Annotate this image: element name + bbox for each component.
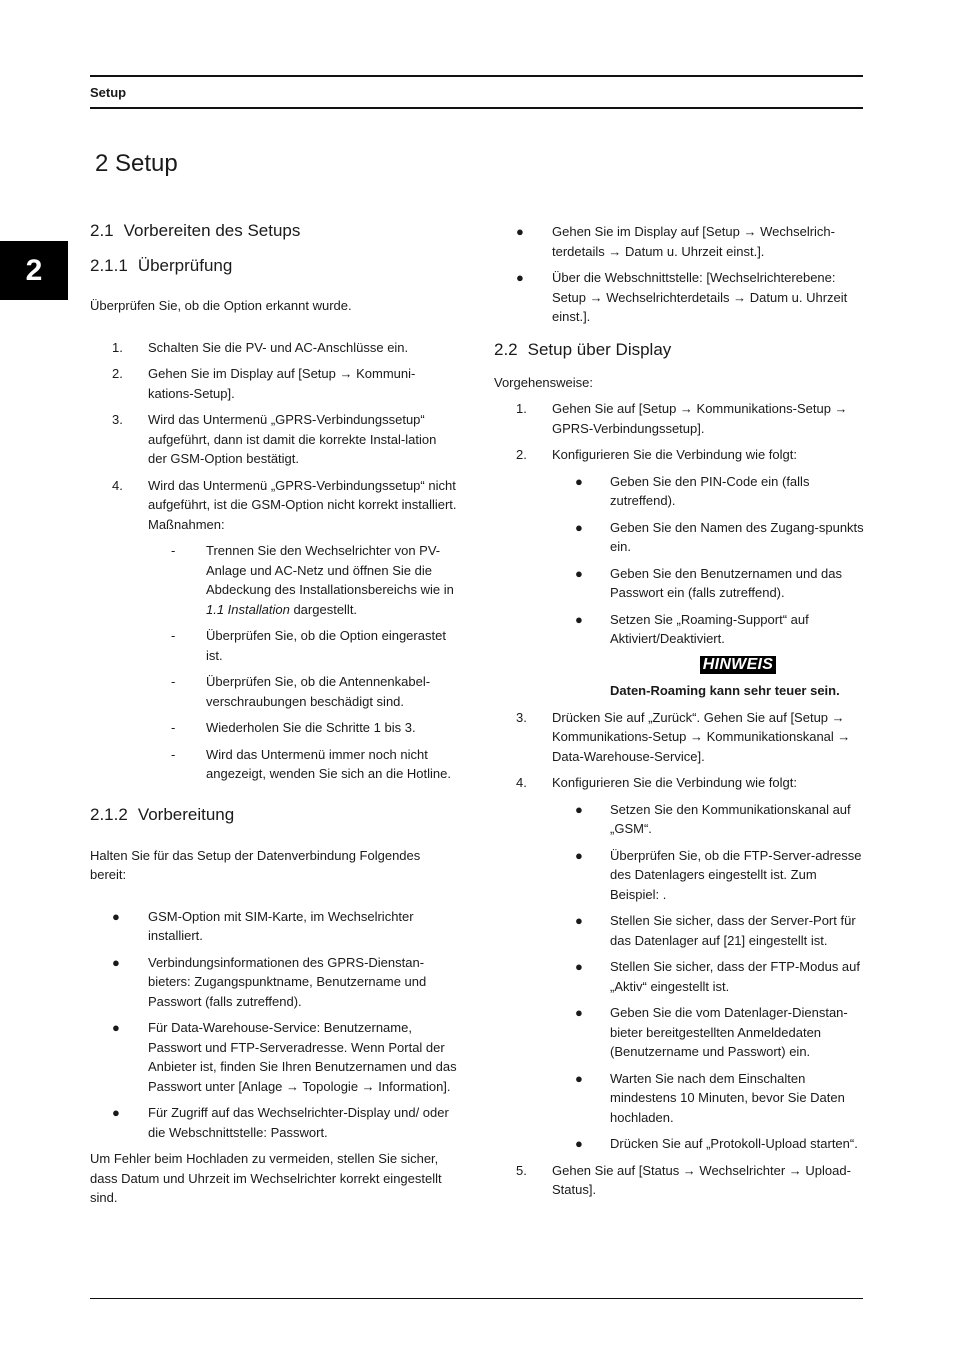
section-2-2-heading (494, 339, 864, 361)
list-item (494, 800, 864, 839)
bullet-list (90, 907, 457, 1143)
section-2-1-1-heading (90, 255, 457, 277)
bullet-icon: ● (112, 1105, 120, 1120)
measure-text: Wiederholen Sie die Schritte 1 bis 3. (206, 720, 416, 735)
chapter-tab: 2 (0, 241, 68, 300)
list-item (90, 476, 457, 535)
notice-box (494, 655, 864, 701)
list-item (90, 364, 457, 403)
step-text: Gehen Sie auf [Setup → Kommunikations-Setup → GPRS-Verbindungssetup]. (552, 401, 848, 436)
bullet-icon: ● (575, 519, 583, 535)
bullet-text: GSM-Option mit SIM-Karte, im Wechselrichter installiert. (148, 908, 414, 943)
dash-marker: - (171, 543, 176, 558)
section-title: Überprüfung (137, 256, 233, 275)
chapter-title (95, 150, 178, 178)
paragraph: Vorgehensweise: (494, 374, 594, 390)
bullet-icon: ● (575, 801, 583, 817)
running-header: Setup (90, 85, 127, 100)
paragraph: Überprüfen Sie, ob die Option erkannt wurde. (90, 298, 352, 313)
header-rule-bottom (90, 107, 863, 109)
list-item (494, 1161, 864, 1200)
section-number: 2.1.2 (90, 804, 128, 824)
step-text: Schalten Sie die PV- und AC-Anschlüsse ein. (148, 339, 409, 355)
bullet-text: Über die Webschnittstelle: [Wechselrichterebene: Setup → Wechselrichterdetails → Datum u. Uhrzeit einst.]. (552, 270, 848, 324)
bullet-text: Für Zugriff auf das Wechselrichter-Display und/ oder die Webschnittstelle: Passwort. (148, 1105, 449, 1140)
bullet-icon: ● (575, 847, 583, 863)
list-item (494, 911, 864, 950)
list-item (494, 222, 864, 261)
step-text: Gehen Sie auf [Status → Wechselrichter → Upload-Status]. (552, 1162, 851, 1197)
dash-marker: - (171, 674, 176, 689)
bullet-icon: ● (516, 224, 524, 239)
list-item (494, 399, 864, 438)
header-rule-top (90, 75, 863, 77)
bullet-list (494, 222, 864, 327)
list-item (90, 338, 457, 358)
section-number: 2.1 (90, 221, 114, 240)
paragraph: Um Fehler beim Hochladen zu vermeiden, stellen Sie sicher, dass Datum und Uhrzeit im Wechselrichter korrekt eingestellt sind. (90, 1151, 442, 1205)
step-number: 3. (516, 709, 527, 725)
bullet-text: Warten Sie nach dem Einschalten mindestens 10 Minuten, bevor Sie Daten hochladen. (610, 1070, 845, 1125)
bullet-text: Überprüfen Sie, ob die FTP-Server-adresse des Datenlagers eingestellt ist. Zum Beispiel: . (610, 847, 862, 902)
step-text: Konfigurieren Sie die Verbindung wie folgt: (552, 775, 797, 790)
dash-marker: - (171, 628, 176, 643)
dash-marker: - (171, 720, 176, 735)
list-item (90, 718, 457, 738)
bullet-text: Verbindungsinformationen des GPRS-Dienstan-bieters: Zugangspunktname, Benutzername und Passwort (falls zutreffend). (148, 954, 427, 1009)
measure-text: Trennen Sie den Wechselrichter von PV-Anlage und AC-Netz und öffnen Sie die Abdeckung des Installationsbereichs wie in (206, 543, 454, 597)
step-number: 1. (112, 339, 123, 355)
list-item (494, 957, 864, 996)
notice-badge: HINWEIS (700, 656, 777, 674)
step-number: 3. (112, 412, 123, 427)
bullet-text: Für Data-Warehouse-Service: Benutzername, Passwort und FTP-Serveradresse. Wenn Portal der Anbieter ist, finden Sie Ihren Benutzernamen und das Passwort unter [Anlage → Topologie → Information]. (148, 1020, 457, 1094)
step-text: Wird das Untermenü „GPRS-Verbindungssetup“ aufgeführt, dann ist damit die korrekte Instal-lation der GSM-Option bestätigt. (148, 412, 437, 466)
list-item (90, 745, 457, 784)
list-item (494, 1003, 864, 1062)
step-number: 2. (516, 447, 527, 462)
bullet-icon: ● (575, 1070, 583, 1086)
list-item (90, 672, 457, 711)
measure-text: Wird das Untermenü immer noch nicht angezeigt, wenden Sie sich an die Hotline. (206, 746, 451, 781)
step-text: Drücken Sie auf „Zurück“. Gehen Sie auf [Setup → Kommunikations-Setup → Kommunikationskanal → Data-Warehouse-Service]. (552, 709, 851, 764)
bullet-icon: ● (516, 270, 524, 285)
list-item (494, 610, 864, 649)
measure-text: Überprüfen Sie, ob die Antennenkabel-verschraubungen beschädigt sind. (206, 674, 431, 709)
left-column (90, 220, 457, 1208)
bullet-icon: ● (575, 959, 583, 974)
bullet-text: Geben Sie den Benutzernamen und das Passwort ein (falls zutreffend). (610, 565, 843, 600)
bullet-text: Drücken Sie auf „Protokoll-Upload starten“. (610, 1136, 858, 1151)
notice-text: Daten-Roaming kann sehr teuer sein. (610, 683, 840, 698)
list-item (494, 1069, 864, 1128)
footer-rule (90, 1298, 863, 1299)
bullet-text: Gehen Sie im Display auf [Setup → Wechselrich-terdetails → Datum u. Uhrzeit einst.]. (552, 224, 835, 259)
step-number: 4. (112, 477, 123, 493)
paragraph: Halten Sie für das Setup der Datenverbindung Folgendes bereit: (90, 847, 421, 882)
section-2-1-2-heading (90, 804, 457, 826)
step-text: Gehen Sie im Display auf [Setup → Kommuni-kations-Setup]. (148, 366, 416, 401)
bullet-text: Geben Sie die vom Datenlager-Dienstan-bieter bereitgestellten Anmeldedaten (Benutzername und Passwort) ein. (610, 1005, 848, 1059)
list-item (494, 846, 864, 905)
bullet-icon: ● (112, 908, 120, 924)
list-item (90, 1103, 457, 1142)
bullet-text: Setzen Sie den Kommunikationskanal auf „GSM“. (610, 801, 851, 836)
list-item (494, 445, 864, 465)
section-title: Vorbereiten des Setups (123, 221, 301, 240)
section-2-1-heading (90, 220, 457, 242)
list-item (90, 626, 457, 665)
step-number: 1. (516, 401, 527, 416)
bullet-icon: ● (112, 1020, 120, 1035)
bullet-text: Setzen Sie „Roaming-Support“ auf Aktiviert/Deaktiviert. (610, 611, 809, 646)
bullet-text: Geben Sie den Namen des Zugang-spunkts ein. (610, 519, 864, 554)
bullet-icon: ● (112, 954, 120, 970)
cross-reference-link[interactable]: 1.1 Installation (206, 601, 290, 617)
bullet-icon: ● (575, 1136, 583, 1151)
step-number: 4. (516, 775, 527, 790)
list-item (494, 708, 864, 767)
list-item (494, 1134, 864, 1154)
steps-list (90, 338, 457, 784)
bullet-text: Stellen Sie sicher, dass der FTP-Modus auf „Aktiv“ eingestellt ist. (610, 959, 861, 994)
section-title: Vorbereitung (137, 804, 235, 824)
measure-text: dargestellt. (289, 601, 358, 617)
step-number: 2. (112, 366, 123, 381)
dash-marker: - (171, 746, 176, 762)
list-item (90, 953, 457, 1012)
bullet-icon: ● (575, 913, 583, 928)
bullet-text: Geben Sie den PIN-Code ein (falls zutreffend). (610, 473, 810, 508)
list-item (494, 773, 864, 793)
section-title: Setup über Display (527, 339, 672, 359)
bullet-icon: ● (575, 611, 583, 627)
section-number: 2.2 (494, 339, 518, 359)
list-item (494, 472, 864, 511)
step-text: Wird das Untermenü „GPRS-Verbindungssetup“ nicht aufgeführt, ist die GSM-Option nicht korrekt installiert. Maßnahmen: (148, 477, 457, 532)
bullet-icon: ● (575, 1005, 583, 1020)
list-item (90, 907, 457, 946)
bullet-icon: ● (575, 473, 583, 489)
list-item (90, 541, 457, 619)
bullet-text: Stellen Sie sicher, dass der Server-Port für das Datenlager auf [21] eingestellt ist. (610, 913, 856, 948)
section-number: 2.1.1 (90, 256, 128, 275)
list-item (90, 1018, 457, 1096)
list-item (494, 518, 864, 557)
list-item (90, 410, 457, 469)
list-item (494, 268, 864, 327)
chapter-number: 2 (95, 150, 109, 177)
step-number: 5. (516, 1162, 527, 1178)
step-text: Konfigurieren Sie die Verbindung wie folgt: (552, 447, 797, 462)
list-item (494, 564, 864, 603)
chapter-title-text: Setup (115, 150, 178, 177)
bullet-icon: ● (575, 565, 583, 581)
right-column (494, 220, 864, 1200)
measure-text: Überprüfen Sie, ob die Option eingerastet ist. (206, 628, 446, 663)
